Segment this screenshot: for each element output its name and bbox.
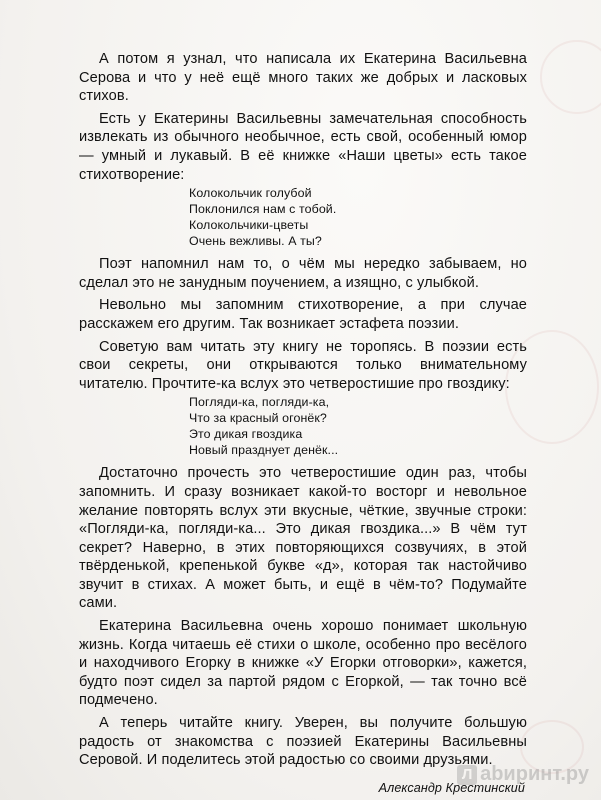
poem-colokolchik bbox=[189, 185, 527, 249]
labirint-logo-icon: Л bbox=[457, 765, 477, 785]
poem-line: Колокольчик голубой bbox=[189, 186, 312, 201]
poem-line: Что за красный огонёк? bbox=[189, 411, 327, 426]
poem-gvozdika bbox=[189, 394, 527, 458]
poem-line: Колокольчики-цветы bbox=[189, 218, 309, 233]
site-watermark bbox=[457, 763, 589, 786]
paragraph: Екатерина Васильевна очень хорошо понимает школьную жизнь. Когда читаешь её стихи о школе, особенно про весёлого и находчивого Егорку в книжке «У Егорки отговорки», кажется, будто поэт сидел за партой рядом с Егоркой, — так точно всё подмечено. bbox=[79, 618, 527, 709]
poem-line: Новый празднует денёк... bbox=[189, 443, 339, 458]
watermark-text: аbиринт.ру bbox=[480, 763, 589, 785]
paragraph: Есть у Екатерины Васильевны замечательная способность извлекать из обычного необычное, есть свой, особенный юмор — умный и лукавый. В её книжке «Наши цветы» есть такое стихотворение: bbox=[79, 110, 527, 183]
poem-line: Это дикая гвоздика bbox=[189, 427, 303, 442]
paragraph: Невольно мы запомним стихотворение, а при случае расскажем его другим. Так возникает эстафета поэзии. bbox=[79, 297, 527, 332]
show-through-decoration bbox=[540, 40, 601, 114]
poem-line: Поклонился нам с тобой. bbox=[189, 202, 337, 217]
poem-line: Погляди-ка, погляди-ка, bbox=[189, 395, 330, 410]
paragraph: Поэт напомнил нам то, о чём мы нередко забываем, но сделал это не занудным поучением, а изящно, с улыбкой. bbox=[79, 256, 527, 291]
poem-line: Очень вежливы. А ты? bbox=[189, 234, 322, 249]
paragraph: А теперь читайте книгу. Уверен, вы получите большую радость от знакомства с поэзией Екатерины Васильевны Серовой. И поделитесь этой радостью со своими друзьями. bbox=[79, 715, 527, 769]
paragraph: Достаточно прочесть это четверостишие один раз, чтобы запомнить. И сразу возникает какой-то восторг и невольное желание повторять вслух эти вкусные, чёткие, звучные строки: «Погляди-ка, погляди-ка... Это дикая гвоздика...» В чём тут секрет? Наверно, в этих повторяющихся созвучиях, в этой твёрденькой, крепенькой букве «д», которая так настойчиво звучит в стихах. А может быть, и ещё в чём-то? Подумайте сами. bbox=[79, 465, 527, 612]
paragraph: А потом я узнал, что написала их Екатерина Васильевна Серова и что у неё ещё много таких же добрых и ласковых стихов. bbox=[79, 51, 527, 105]
author-signature: Александр Крестинский bbox=[378, 780, 525, 795]
paragraph: Советую вам читать эту книгу не торопясь. В поэзии есть свои секреты, они открываются только внимательному читателю. Прочтите-ка вслух это четверостишие про гвоздику: bbox=[79, 338, 527, 392]
article-body bbox=[79, 50, 527, 797]
